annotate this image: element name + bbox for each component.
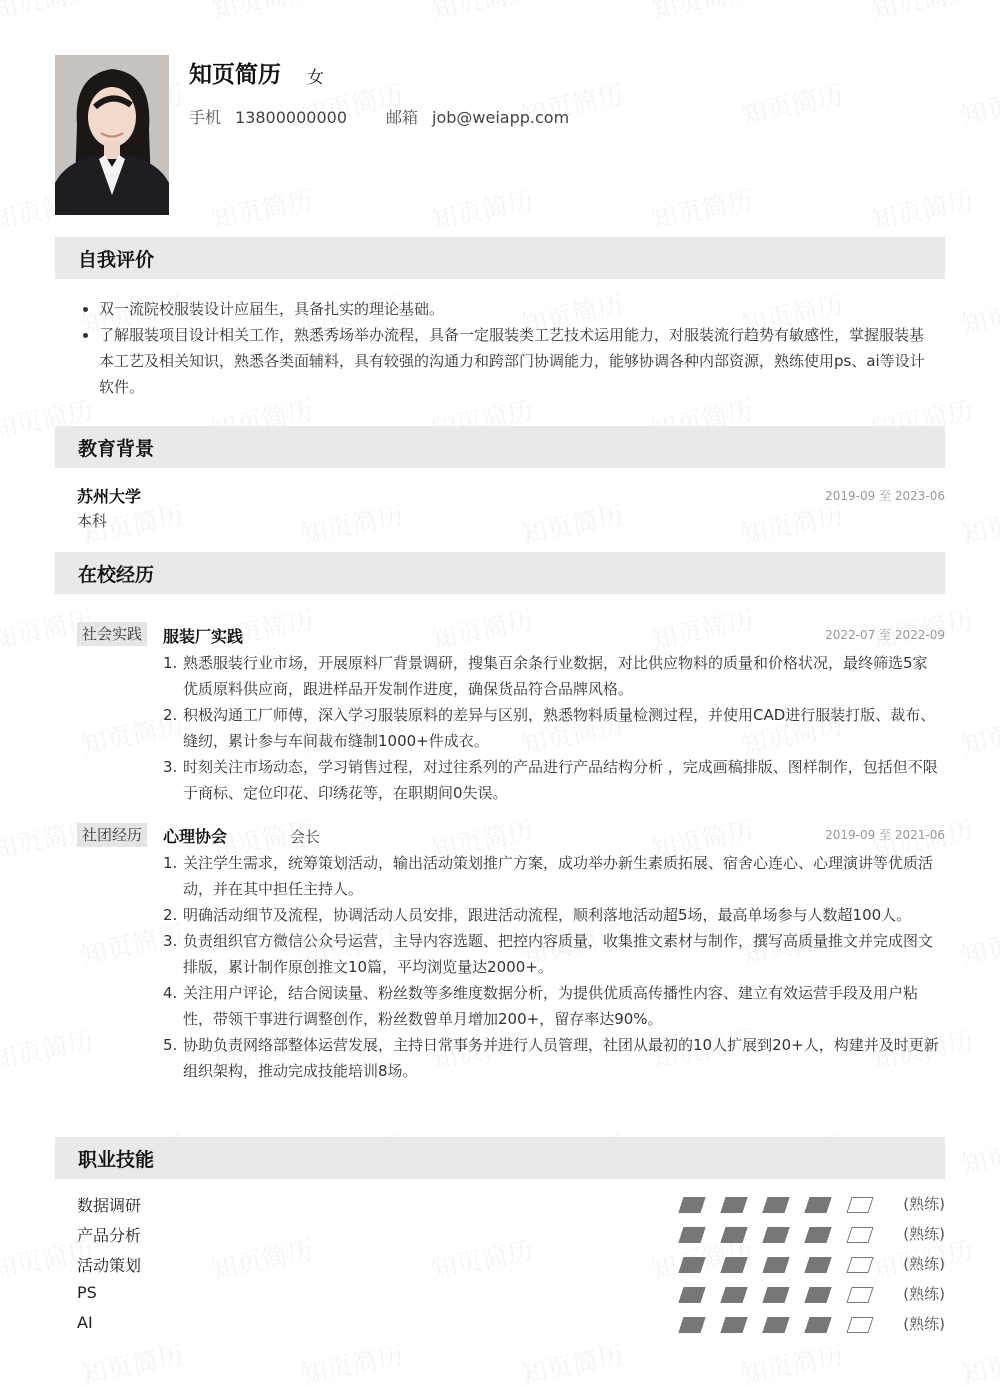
- rating-segment-filled: [678, 1197, 705, 1213]
- rating-segment-filled: [762, 1257, 789, 1273]
- phone-value: 13800000000: [235, 108, 347, 127]
- section-title: 自我评价: [78, 249, 155, 271]
- rating-segment-filled: [678, 1227, 705, 1243]
- email-label: 邮箱: [386, 108, 419, 127]
- rating-segment-filled: [720, 1287, 747, 1303]
- skill-level-label: (熟练): [903, 1255, 945, 1273]
- watermark-text: [517, 1335, 626, 1385]
- section-header-self-eval: [55, 237, 945, 279]
- rating-segment-filled: [720, 1197, 747, 1213]
- watermark-text: [297, 1335, 406, 1385]
- list-item: 双一流院校服装设计应届生，具备扎实的理论基础。: [77, 296, 937, 322]
- email-value: job@weiapp.com: [432, 108, 570, 127]
- section-title: 在校经历: [78, 564, 155, 586]
- list-item: 1. 关注学生需求，统筹策划活动，输出活动策划推广方案，成功举办新生素质拓展、宿舍心连心、心理演讲等优质活动，并在其中担任主持人。: [163, 854, 934, 898]
- skill-level-label: (熟练): [903, 1195, 945, 1213]
- skill-name: AI: [77, 1313, 93, 1332]
- watermark-text: [957, 495, 1000, 553]
- skill-row: [77, 1220, 945, 1250]
- experience-date: 2022-07 至 2022-09: [825, 628, 945, 642]
- watermark-text: [427, 180, 536, 238]
- rating-segment-empty: [846, 1257, 873, 1273]
- watermark-text: [77, 1335, 186, 1385]
- skill-name: 活动策划: [77, 1256, 142, 1275]
- skill-name: PS: [77, 1283, 97, 1302]
- education-date: 2019-09 至 2023-06: [825, 489, 945, 503]
- experience-role: 会长: [290, 828, 321, 846]
- rating-segment-filled: [678, 1257, 705, 1273]
- list-item: 1. 熟悉服装行业市场，开展原料厂背景调研，搜集百余条行业数据，对比供应物料的质量和价格状况，最终筛选5家优质原料供应商，跟进样品开发制作进度，确保货品符合品牌风格。: [163, 654, 928, 698]
- rating-segment-filled: [762, 1227, 789, 1243]
- rating-segment-empty: [846, 1287, 873, 1303]
- school-name: 苏州大学: [77, 487, 142, 506]
- list-item: 4. 关注用户评论，结合阅读量、粉丝数等多维度数据分析，为提供优质高传播性内容、建立有效运营手段及用户粘性，带领干事进行调整创作，粉丝数曾单月增加200+，留存率达90%。: [163, 984, 919, 1028]
- skill-row: [77, 1190, 945, 1220]
- watermark-text: [647, 0, 756, 27]
- rating-segment-filled: [804, 1227, 831, 1243]
- rating-segment-filled: [678, 1287, 705, 1303]
- watermark-text: [957, 1125, 1000, 1183]
- skill-level-label: (熟练): [903, 1285, 945, 1303]
- experience-title: 心理协会: [163, 827, 228, 846]
- rating-segment-empty: [846, 1227, 873, 1243]
- experience-duties-list: [163, 850, 940, 1084]
- watermark-text: [957, 285, 1000, 343]
- rating-segment-filled: [678, 1317, 705, 1333]
- experience-date: 2019-09 至 2021-06: [825, 828, 945, 842]
- rating-segment-filled: [762, 1287, 789, 1303]
- section-title: 职业技能: [78, 1149, 155, 1171]
- watermark-text: [0, 1020, 97, 1078]
- rating-segment-empty: [846, 1317, 873, 1333]
- degree: 本科: [77, 512, 108, 530]
- watermark-text: [647, 180, 756, 238]
- rating-segment-filled: [720, 1317, 747, 1333]
- rating-segment-filled: [762, 1197, 789, 1213]
- section-header-education: [55, 426, 945, 468]
- experience-tag: 社会实践: [77, 622, 147, 646]
- rating-segment-filled: [720, 1257, 747, 1273]
- watermark-text: [427, 0, 536, 27]
- skill-row: [77, 1310, 945, 1340]
- watermark-text: [0, 0, 97, 27]
- watermark-text: [737, 1335, 846, 1385]
- skill-row: [77, 1280, 945, 1310]
- experience-duties-list: [163, 650, 940, 806]
- watermark-text: [517, 495, 626, 553]
- list-item: 2. 明确活动细节及流程，协调活动人员安排，跟进活动流程，顺利落地活动超5场，最高单场参与人数超100人。: [163, 906, 912, 924]
- list-item: 了解服装项目设计相关工作，熟悉秀场举办流程，具备一定服装类工艺技术运用能力，对服装流行趋势有敏感性，掌握服装基本工艺及相关知识，熟悉各类面辅料，具有较强的沟通力和跨部门协调能力，能够协调各种内部资源，熟练使用ps、ai等设计软件。: [77, 322, 937, 400]
- watermark-text: [957, 915, 1000, 973]
- watermark-text: [867, 180, 976, 238]
- skill-level-label: (熟练): [903, 1315, 945, 1333]
- person-portrait-icon: [55, 55, 169, 215]
- watermark-text: [957, 705, 1000, 763]
- watermark-text: [207, 180, 316, 238]
- candidate-name: 知页简历: [189, 62, 281, 88]
- experience-title: 服装厂实践: [163, 627, 244, 646]
- experience-tag: 社团经历: [77, 823, 147, 847]
- watermark-text: [647, 600, 756, 658]
- rating-segment-empty: [846, 1197, 873, 1213]
- watermark-text: [297, 495, 406, 553]
- watermark-text: [207, 0, 316, 27]
- skill-name: 产品分析: [77, 1226, 142, 1245]
- watermark-text: [957, 1335, 1000, 1385]
- rating-segment-filled: [804, 1287, 831, 1303]
- rating-segment-filled: [720, 1227, 747, 1243]
- skill-row: [77, 1250, 945, 1280]
- list-item: 2. 积极沟通工厂师傅，深入学习服装原料的差异与区别，熟悉物料质量检测过程，并使用CAD进行服装打版、裁布、缝纫，累计参与车间裁布缝制1000+件成衣。: [163, 706, 936, 750]
- self-eval-list: [77, 296, 937, 400]
- section-title: 教育背景: [78, 438, 155, 460]
- profile-photo: [55, 55, 169, 215]
- list-item: 3. 时刻关注市场动态，学习销售过程，对过往系列的产品进行产品结构分析 ，完成画稿排版、图样制作，包括但不限于商标、定位印花、印绣花等，在职期间0失误。: [163, 758, 938, 802]
- watermark-text: [867, 0, 976, 27]
- watermark-text: [737, 75, 846, 133]
- section-header-skills: [55, 1137, 945, 1179]
- phone-label: 手机: [189, 108, 222, 127]
- phone-contact: [189, 105, 347, 128]
- watermark-text: [427, 600, 536, 658]
- list-item: 5. 协助负责网络部整体运营发展，主持日常事务并进行人员管理，社团从最初的10人扩展到20+人，构建并及时更新组织架构，推动完成技能培训8场。: [163, 1036, 939, 1080]
- skill-name: 数据调研: [77, 1196, 142, 1215]
- rating-segment-filled: [804, 1257, 831, 1273]
- rating-segment-filled: [762, 1317, 789, 1333]
- rating-segment-filled: [804, 1317, 831, 1333]
- watermark-text: [957, 75, 1000, 133]
- rating-segment-filled: [804, 1197, 831, 1213]
- list-item: 3. 负责组织官方微信公众号运营，主导内容选题、把控内容质量，收集推文素材与制作，撰写高质量推文并完成图文排版，累计制作原创推文10篇，平均浏览量达2000+。: [163, 932, 934, 976]
- email-contact: [386, 105, 569, 128]
- candidate-gender: 女: [307, 68, 324, 88]
- skill-level-label: (熟练): [903, 1225, 945, 1243]
- section-header-campus: [55, 552, 945, 594]
